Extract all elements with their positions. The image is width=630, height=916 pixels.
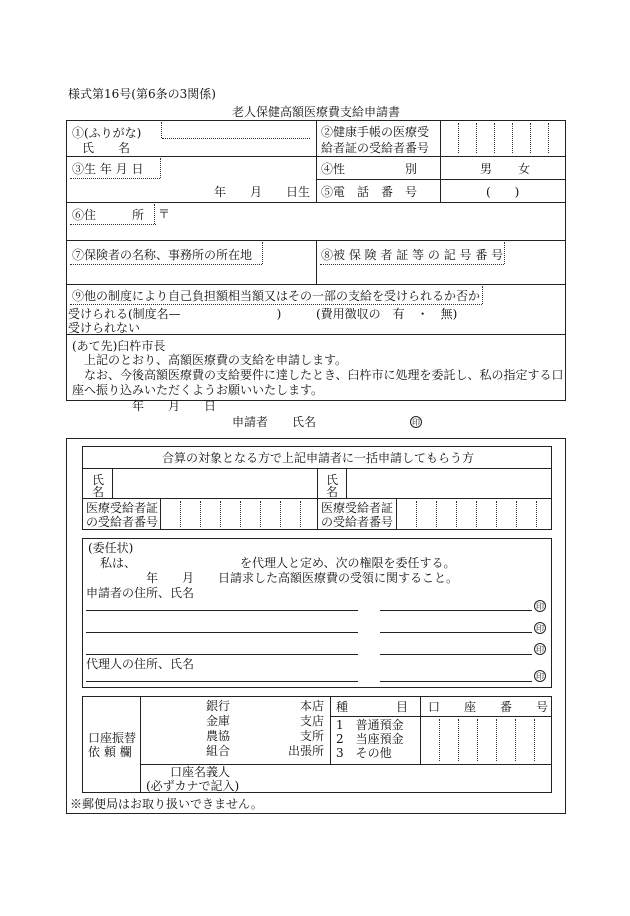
institution-kumiai[interactable]: 組合 [206,744,231,758]
insurance-card-label-1: ②健康手帳の医療受 [321,125,430,139]
furigana-label: ①(ふりがな) [72,126,142,140]
agent-address-line[interactable] [86,681,358,682]
branch-branch[interactable]: 支店 [300,714,325,728]
institution-bank[interactable]: 銀行 [206,699,231,713]
proxy-line-1-right: を代理人と定め、次の権限を委任する。 [240,556,456,570]
branch-main[interactable]: 本店 [300,699,325,713]
account-number-header: 口 座 番 号 [428,700,549,714]
form-number: 様式第16号(第6条の3関係) [68,87,216,101]
statement-line-1: 上記のとおり、高額医療費の支給を申請します。 [84,353,348,367]
institution-shinkin[interactable]: 金庫 [206,714,231,728]
date-units[interactable]: 年 月 日 [132,399,217,413]
seal-icon-4: 印 [536,672,544,681]
statement-line-2: なお、今後高額医療費の支給要件に達したとき、臼杵市に処理を委託し、私の指定する口 [84,368,564,382]
bulk-name-label-1b: 氏 [326,473,339,487]
type-ordinary[interactable]: 1 普通預金 [336,718,404,732]
cert-number-label: ⑧被 保 険 者 証 等 の 記 号 番 号 [321,248,504,262]
phone-parens[interactable]: ( ) [486,185,520,199]
bulk-cert-label-2: の受給者番号 [86,515,159,529]
agent-name-line[interactable] [380,681,532,682]
applicant-seal-icon: 印 [412,418,420,427]
applicant-address-label: 申請者の住所、氏名 [86,586,195,600]
other-fee-option[interactable]: (費用徴収の 有 ・ 無) [316,307,458,321]
sex-label: ④性 別 [321,162,418,176]
insurer-label: ⑦保険者の名称、事務所の所在地 [72,248,253,262]
sex-female-option[interactable]: 女 [518,162,531,176]
type-current[interactable]: 2 当座預金 [336,732,404,746]
statement-line-3: 座へ振り込みいただくようお願いいたします。 [72,383,324,397]
other-system-label: ⑨他の制度により自己負担額相当額又はその一部の支給を受けられるか否か [72,289,481,303]
proxy-line-2: 年 月 日請求した高額医療費の受領に関すること。 [146,571,459,585]
bulk-name-label-1: 氏 [92,473,105,487]
seal-icon-1: 印 [536,602,544,611]
bulk-header: 合算の対象となる方で上記申請者に一括申請してもらう方 [162,451,475,465]
type-other[interactable]: 3 その他 [336,746,392,760]
bulk-name-label-2b: 名 [326,485,339,499]
bank-row-label-2: 依 頼 欄 [88,745,132,759]
bulk-recipient-number-cells-2[interactable] [396,498,552,530]
bulk-cert-label-1: 医療受給者証 [86,501,159,515]
addressee: (あて先)臼杵市長 [72,339,166,353]
address-label: ⑥住 所 [72,208,145,222]
seal-icon-3: 印 [536,645,544,654]
applicant-name-label: 申請者 氏名 [232,415,317,429]
bulk-recipient-number-cells-1[interactable] [160,498,317,530]
other-not-receive-option[interactable]: 受けられない [68,321,141,335]
bank-row-label-1: 口座振替 [88,731,137,745]
seal-icon-2: 印 [536,624,544,633]
proxy-title: (委任状) [88,541,134,555]
branch-sub-office[interactable]: 出張所 [288,744,325,758]
account-holder-note: (必ずカナで記入) [146,779,240,793]
bulk-name-label-2: 名 [92,485,105,499]
applicant-name-line-2[interactable] [380,632,532,633]
form-title: 老人保健高額医療費支給申請書 [232,105,401,119]
bulk-cert-label-1b: 医療受給者証 [321,501,394,515]
phone-label: ⑤電 話 番 号 [321,185,418,199]
other-receive-option[interactable]: 受けられる(制度名— ) [68,307,282,321]
account-holder-label: 口座名義人 [170,765,231,779]
applicant-name-line-3[interactable] [380,654,532,655]
institution-nokyo[interactable]: 農協 [206,729,231,743]
name-label: 氏 名 [82,141,131,155]
account-type-header: 種 目 [336,700,409,714]
account-number-cells[interactable] [420,716,552,764]
recipient-number-cells[interactable] [440,120,566,156]
proxy-line-1-left: 私は、 [100,556,137,570]
applicant-name-line-1[interactable] [380,610,532,611]
applicant-address-line-2[interactable] [86,632,358,633]
footer-note: ※郵便局はお取り扱いできません。 [70,797,263,811]
applicant-address-line-3[interactable] [86,654,358,655]
branch-office[interactable]: 支所 [300,729,325,743]
bulk-cert-label-2b: の受給者番号 [321,515,394,529]
sex-male-option[interactable]: 男 [480,162,493,176]
birth-date-units[interactable]: 年 月 日生 [214,185,311,199]
agent-address-label: 代理人の住所、氏名 [86,657,195,671]
applicant-address-line-1[interactable] [86,610,358,611]
postal-mark: 〒 [158,207,171,221]
insurance-card-label-2: 給者証の受給者番号 [321,141,430,155]
birth-label: ③生 年 月 日 [72,162,144,176]
